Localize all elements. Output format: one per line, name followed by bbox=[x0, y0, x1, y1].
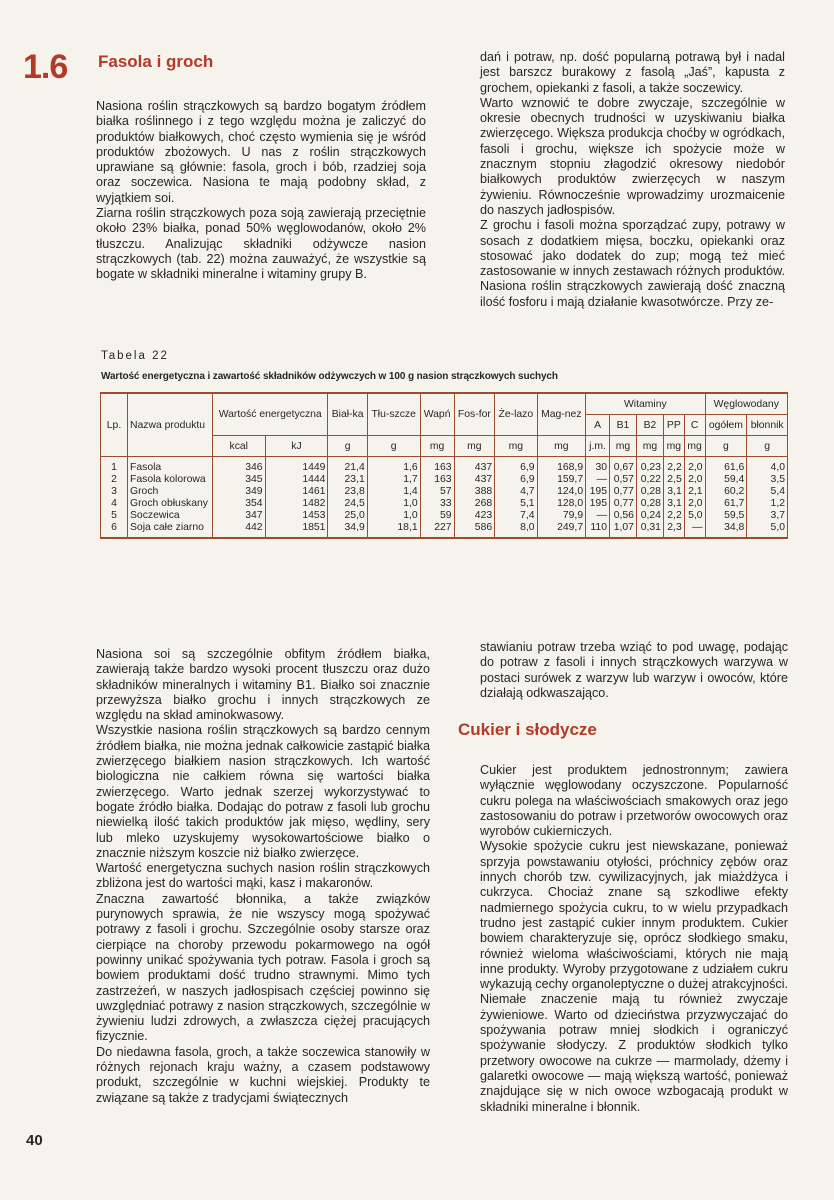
unit-g: g bbox=[747, 436, 788, 457]
table-cell-fe: 6,9 bbox=[495, 457, 537, 474]
table-cell-protein: 25,0 bbox=[328, 509, 367, 521]
table-cell-name: Soja całe ziarno bbox=[128, 521, 213, 538]
table-cell-p: 268 bbox=[454, 497, 495, 509]
table-cell-lp: 3 bbox=[101, 485, 128, 497]
unit-mg: mg bbox=[663, 436, 684, 457]
table-cell-mg: 168,9 bbox=[537, 457, 586, 474]
column-2-text bbox=[480, 50, 785, 310]
table-label: Tabela 22 bbox=[101, 350, 169, 362]
col-header-vit-c: C bbox=[684, 415, 705, 436]
table-cell-mg: 124,0 bbox=[537, 485, 586, 497]
col-header-vitamins: Witaminy bbox=[586, 393, 705, 415]
unit-g: g bbox=[328, 436, 367, 457]
table-cell-ca: 33 bbox=[420, 497, 454, 509]
table-cell-lp: 4 bbox=[101, 497, 128, 509]
col-header-calcium: Wapń bbox=[420, 393, 454, 436]
table-cell-kcal: 347 bbox=[213, 509, 266, 521]
table-cell-c: 2,0 bbox=[684, 497, 705, 509]
table-cell-pp: 2,3 bbox=[663, 521, 684, 538]
table-cell-pp: 3,1 bbox=[663, 485, 684, 497]
table-cell-kj: 1851 bbox=[265, 521, 328, 538]
table-cell-kj: 1482 bbox=[265, 497, 328, 509]
unit-kj: kJ bbox=[265, 436, 328, 457]
paragraph: Znaczna zawartość błonnika, a także związków purynowych sprawia, że nie wszyscy mogą spożywać potrawy z fasoli i grochu. Szczególnie osoby starsze oraz cierpiące na choroby przewodu pokarmowego na ogół powinny unikać spożywania tych potraw. Fasola i groch są bowiem produktami dość trudno strawnymi. Mimo tych zastrzeżeń, w naszych jadłospisach częściej powinno się uwzględniać potrawy z nasion strączkowych, szczególnie w żywieniu ludzi zdrowych, a zwłaszcza ciężej pracujących fizycznie. bbox=[96, 891, 430, 1044]
paragraph: dań i potraw, np. dość popularną potrawą był i nadal jest barszcz burakowy z fasolą „Jaś”, kapusta z grochem, opiekanki z fasoli, a także soczewicy. bbox=[480, 50, 785, 95]
table-cell-lp: 2 bbox=[101, 473, 128, 485]
subsection-title: Cukier i słodycze bbox=[458, 720, 597, 739]
col-header-carbs: Węglowodany bbox=[705, 393, 787, 415]
unit-mg: mg bbox=[454, 436, 495, 457]
table-cell-ca: 163 bbox=[420, 473, 454, 485]
table-cell-c: — bbox=[684, 521, 705, 538]
table-cell-fe: 8,0 bbox=[495, 521, 537, 538]
paragraph: Nasiona soi są szczególnie obfitym źródłem białka, zawierają także bardzo wysoki procent tłuszczu oraz dużo składników mineralnych i witaminy B1. Białko soi znacznie przewyższa białko grochu i innych strączkowych ze względu na skład aminokwasowy. bbox=[96, 647, 430, 723]
column-5-text bbox=[480, 763, 788, 1115]
table-cell-mg: 159,7 bbox=[537, 473, 586, 485]
table-cell-mg: 249,7 bbox=[537, 521, 586, 538]
table-cell-name: Fasola kolorowa bbox=[128, 473, 213, 485]
table-cell-p: 423 bbox=[454, 509, 495, 521]
unit-mg: mg bbox=[684, 436, 705, 457]
table-cell-pp: 3,1 bbox=[663, 497, 684, 509]
table-cell-b2: 0,23 bbox=[636, 457, 663, 474]
col-header-fiber: błonnik bbox=[747, 415, 788, 436]
col-header-vit-a: A bbox=[586, 415, 610, 436]
table-cell-b1: 1,07 bbox=[610, 521, 637, 538]
paragraph: Wysokie spożycie cukru jest niewskazane, ponieważ sprzyja powstawaniu otyłości, próchnicy zębów oraz innych chorób tzw. cywilizacyjnych, jak miażdżyca i cukrzyca. Chociaż znane są szkodliwe efekty nadmiernego spożycia cukru, to w wielu przypadkach trudno jest zastąpić cukier innym produktem. Cukier bowiem charakteryzuje się, oprócz słodkiego smaku, również wieloma właściwościami, których nie mają inne produkty. Wyroby przygotowane z udziałem cukru wykazują cechy organoleptyczne o dużej atrakcyjności. Niemałe znaczenie mają tu również zwyczaje żywieniowe. Warto od dzieciństwa przyzwyczajać do spożywania potraw mniej słodkich i ograniczyć spożywanie słodyczy. Z produktów słodkich tylko przetwory owocowe na cukrze — marmolady, dżemy i galaretki owocowe — mają większą wartość, ponieważ znajdujące się w nich owoce wzbogacają produkt w składniki mineralne i błonnik. bbox=[480, 839, 789, 1114]
table-cell-a: — bbox=[586, 509, 610, 521]
table-cell-lp: 6 bbox=[101, 521, 128, 538]
table-cell-total: 61,7 bbox=[705, 497, 747, 509]
table-cell-fat: 18,1 bbox=[367, 521, 420, 538]
table-cell-fiber: 3,5 bbox=[747, 473, 788, 485]
paragraph: Warto wznowić te dobre zwyczaje, szczególnie w okresie obecnych trudności w uzyskiwaniu białka zwierzęcego. Większa produkcja choćby w ogródkach, fasoli i grochu, większe ich spożycie może w znacznym stopniu złagodzić okresowy niedobór białkowych produktów zwierzęcych w naszym żywieniu. Równocześnie wprowadzimy urozmaicenie do naszych jadłospisów. bbox=[480, 95, 785, 217]
col-header-protein: Biał-ka bbox=[328, 393, 367, 436]
col-header-magnesium: Mag-nez bbox=[537, 393, 586, 436]
table-body bbox=[101, 457, 788, 539]
unit-jm: j.m. bbox=[586, 436, 610, 457]
unit-g: g bbox=[367, 436, 420, 457]
paragraph: Z grochu i fasoli można sporządzać zupy, potrawy w sosach z dodatkiem mięsa, boczku, opiekanki oraz stosować jako dodatek do zup; mogą też mieć zastosowanie w innych zestawach różnych produktów. Nasiona roślin strączkowych zawierają dość znaczną ilość fosforu i mają działanie kwasotwórcze. Przy ze- bbox=[480, 218, 785, 309]
table-cell-a: — bbox=[586, 473, 610, 485]
table-cell-b1: 0,56 bbox=[610, 509, 637, 521]
table-cell-total: 34,8 bbox=[705, 521, 747, 538]
table-cell-kj: 1449 bbox=[265, 457, 328, 474]
col-header-iron: Że-lazo bbox=[495, 393, 537, 436]
table-cell-protein: 23,8 bbox=[328, 485, 367, 497]
paragraph: Do niedawna fasola, groch, a także soczewica stanowiły w różnych rejonach kraju ważny, a czasem podstawowy produkt, szczególnie w kuchni wiejskiej. Produkty te związane są także z tradycjami świątecznych bbox=[96, 1044, 430, 1105]
table-cell-b2: 0,24 bbox=[636, 509, 663, 521]
table-cell-ca: 163 bbox=[420, 457, 454, 474]
col-header-carbs-total: ogółem bbox=[705, 415, 747, 436]
table-cell-fat: 1,6 bbox=[367, 457, 420, 474]
table-cell-p: 437 bbox=[454, 473, 495, 485]
table-cell-pp: 2,5 bbox=[663, 473, 684, 485]
col-header-vit-b2: B2 bbox=[636, 415, 663, 436]
unit-mg: mg bbox=[610, 436, 637, 457]
paragraph: Wszystkie nasiona roślin strączkowych są bardzo cennym źródłem białka, nie można jednak całkowicie zastąpić białka zwierzęcego białkiem nasion strączkowych. Ich wartość biologiczna nie całkiem równa się wartości białka zwierzęcego. Warto jednak szerzej wykorzystywać to bogate źródło białka. Dodając do potraw z fasoli lub grochu niewielką ilość takich produktów jak mięso, wędliny, sery lub mleko uzyskujemy wysokowartościowe białko o znacznie niższym koszcie niż białko zwierzęce. bbox=[96, 723, 430, 860]
table-cell-fat: 1,0 bbox=[367, 509, 420, 521]
table-cell-name: Soczewica bbox=[128, 509, 213, 521]
table-row bbox=[101, 509, 788, 521]
table-cell-fe: 7,4 bbox=[495, 509, 537, 521]
paragraph: stawianiu potraw trzeba wziąć to pod uwagę, podając do potraw z fasoli i innych strączkowych warzywa w postaci surówek z warzyw lub warzyw i owoców, które działają odkwaszająco. bbox=[480, 640, 788, 700]
unit-mg: mg bbox=[537, 436, 586, 457]
table-cell-ca: 227 bbox=[420, 521, 454, 538]
table-cell-fiber: 3,7 bbox=[747, 509, 788, 521]
table-row bbox=[101, 521, 788, 538]
paragraph: Ziarna roślin strączkowych poza soją zawierają przeciętnie około 23% białka, ponad 50% węglowodanów, około 2% tłuszczu. Analizując składniki odżywcze nasion strączkowych (tab. 22) można zauważyć, że wszystkie są bogate w składniki mineralne i witaminy grupy B. bbox=[96, 206, 426, 282]
table-cell-p: 586 bbox=[454, 521, 495, 538]
table-cell-fat: 1,0 bbox=[367, 497, 420, 509]
table-cell-c: 2,0 bbox=[684, 473, 705, 485]
table-cell-total: 59,4 bbox=[705, 473, 747, 485]
paragraph: Nasiona roślin strączkowych są bardzo bogatym źródłem białka roślinnego i z tego względu można je zaliczyć do produktów białkowych, choć często wymienia się je wśród produktów zbożowych. U nas z roślin strączkowych uprawiane są głównie: fasola, groch i bób, rzadziej soja oraz soczewica. Nasiona te mają podobny skład, z wyjątkiem soi. bbox=[96, 99, 426, 205]
table-cell-fe: 5,1 bbox=[495, 497, 537, 509]
table-cell-a: 30 bbox=[586, 457, 610, 474]
nutrition-table bbox=[100, 392, 788, 539]
table-cell-p: 437 bbox=[454, 457, 495, 474]
table-cell-b2: 0,22 bbox=[636, 473, 663, 485]
table-cell-a: 195 bbox=[586, 497, 610, 509]
table-cell-fat: 1,4 bbox=[367, 485, 420, 497]
unit-g: g bbox=[705, 436, 747, 457]
page-number: 40 bbox=[26, 1132, 43, 1149]
unit-mg: mg bbox=[420, 436, 454, 457]
column-1-text bbox=[96, 99, 426, 283]
table-row bbox=[101, 497, 788, 509]
table-row bbox=[101, 457, 788, 474]
unit-mg: mg bbox=[636, 436, 663, 457]
table-cell-total: 61,6 bbox=[705, 457, 747, 474]
table-cell-fiber: 1,2 bbox=[747, 497, 788, 509]
table-cell-b1: 0,77 bbox=[610, 497, 637, 509]
col-header-phosphorus: Fos-for bbox=[454, 393, 495, 436]
table-cell-c: 5,0 bbox=[684, 509, 705, 521]
table-cell-fat: 1,7 bbox=[367, 473, 420, 485]
table-cell-kj: 1453 bbox=[265, 509, 328, 521]
table-cell-fiber: 5,0 bbox=[747, 521, 788, 538]
table-cell-b2: 0,31 bbox=[636, 521, 663, 538]
table-cell-c: 2,0 bbox=[684, 457, 705, 474]
table-cell-protein: 34,9 bbox=[328, 521, 367, 538]
paragraph: Cukier jest produktem jednostronnym; zawiera wyłącznie węglowodany oczyszczone. Popularność cukru polega na właściwościach smakowych oraz jego zastosowaniu do potraw i przetworów owocowych oraz wyrobów cukierniczych. bbox=[480, 763, 788, 839]
table-cell-mg: 128,0 bbox=[537, 497, 586, 509]
col-header-vit-b1: B1 bbox=[610, 415, 637, 436]
table-cell-a: 110 bbox=[586, 521, 610, 538]
table-cell-b1: 0,67 bbox=[610, 457, 637, 474]
table-cell-mg: 79,9 bbox=[537, 509, 586, 521]
paragraph: Wartość energetyczna suchych nasion roślin strączkowych zbliżona jest do wartości mąki, kasz i makaronów. bbox=[96, 861, 430, 891]
table-cell-ca: 59 bbox=[420, 509, 454, 521]
table-cell-b1: 0,57 bbox=[610, 473, 637, 485]
table-cell-protein: 24,5 bbox=[328, 497, 367, 509]
table-cell-lp: 5 bbox=[101, 509, 128, 521]
table-cell-b1: 0,77 bbox=[610, 485, 637, 497]
table-cell-name: Groch obłuskany bbox=[128, 497, 213, 509]
table-cell-kcal: 349 bbox=[213, 485, 266, 497]
column-3-text bbox=[96, 647, 430, 1106]
table-cell-kcal: 354 bbox=[213, 497, 266, 509]
table-cell-total: 60,2 bbox=[705, 485, 747, 497]
table-cell-b2: 0,28 bbox=[636, 497, 663, 509]
table-title: Wartość energetyczna i zawartość składników odżywczych w 100 g nasion strączkowych suchych bbox=[101, 371, 558, 382]
table-cell-kcal: 345 bbox=[213, 473, 266, 485]
table-cell-c: 2,1 bbox=[684, 485, 705, 497]
table-row bbox=[101, 473, 788, 485]
table-cell-kcal: 442 bbox=[213, 521, 266, 538]
table-cell-p: 388 bbox=[454, 485, 495, 497]
table-cell-lp: 1 bbox=[101, 457, 128, 474]
table-cell-fe: 4,7 bbox=[495, 485, 537, 497]
table-cell-b2: 0,28 bbox=[636, 485, 663, 497]
table-cell-kcal: 346 bbox=[213, 457, 266, 474]
table-row bbox=[101, 485, 788, 497]
col-header-name: Nazwa produktu bbox=[128, 393, 213, 457]
table-cell-protein: 23,1 bbox=[328, 473, 367, 485]
table-cell-ca: 57 bbox=[420, 485, 454, 497]
col-header-energy: Wartość energetyczna bbox=[213, 393, 328, 436]
col-header-fat: Tłu-szcze bbox=[367, 393, 420, 436]
table-cell-pp: 2,2 bbox=[663, 457, 684, 474]
table-cell-kj: 1461 bbox=[265, 485, 328, 497]
table-cell-protein: 21,4 bbox=[328, 457, 367, 474]
table-cell-a: 195 bbox=[586, 485, 610, 497]
table-cell-name: Fasola bbox=[128, 457, 213, 474]
column-4-text bbox=[480, 640, 788, 701]
col-header-lp: Lp. bbox=[101, 393, 128, 457]
section-title: Fasola i groch bbox=[98, 52, 214, 71]
table-cell-pp: 2,2 bbox=[663, 509, 684, 521]
table-cell-fiber: 5,4 bbox=[747, 485, 788, 497]
table-cell-name: Groch bbox=[128, 485, 213, 497]
section-number: 1.6 bbox=[23, 48, 68, 86]
unit-kcal: kcal bbox=[213, 436, 266, 457]
col-header-vit-pp: PP bbox=[663, 415, 684, 436]
table-cell-total: 59,5 bbox=[705, 509, 747, 521]
table-cell-kj: 1444 bbox=[265, 473, 328, 485]
unit-mg: mg bbox=[495, 436, 537, 457]
table-cell-fiber: 4,0 bbox=[747, 457, 788, 474]
table-cell-fe: 6,9 bbox=[495, 473, 537, 485]
